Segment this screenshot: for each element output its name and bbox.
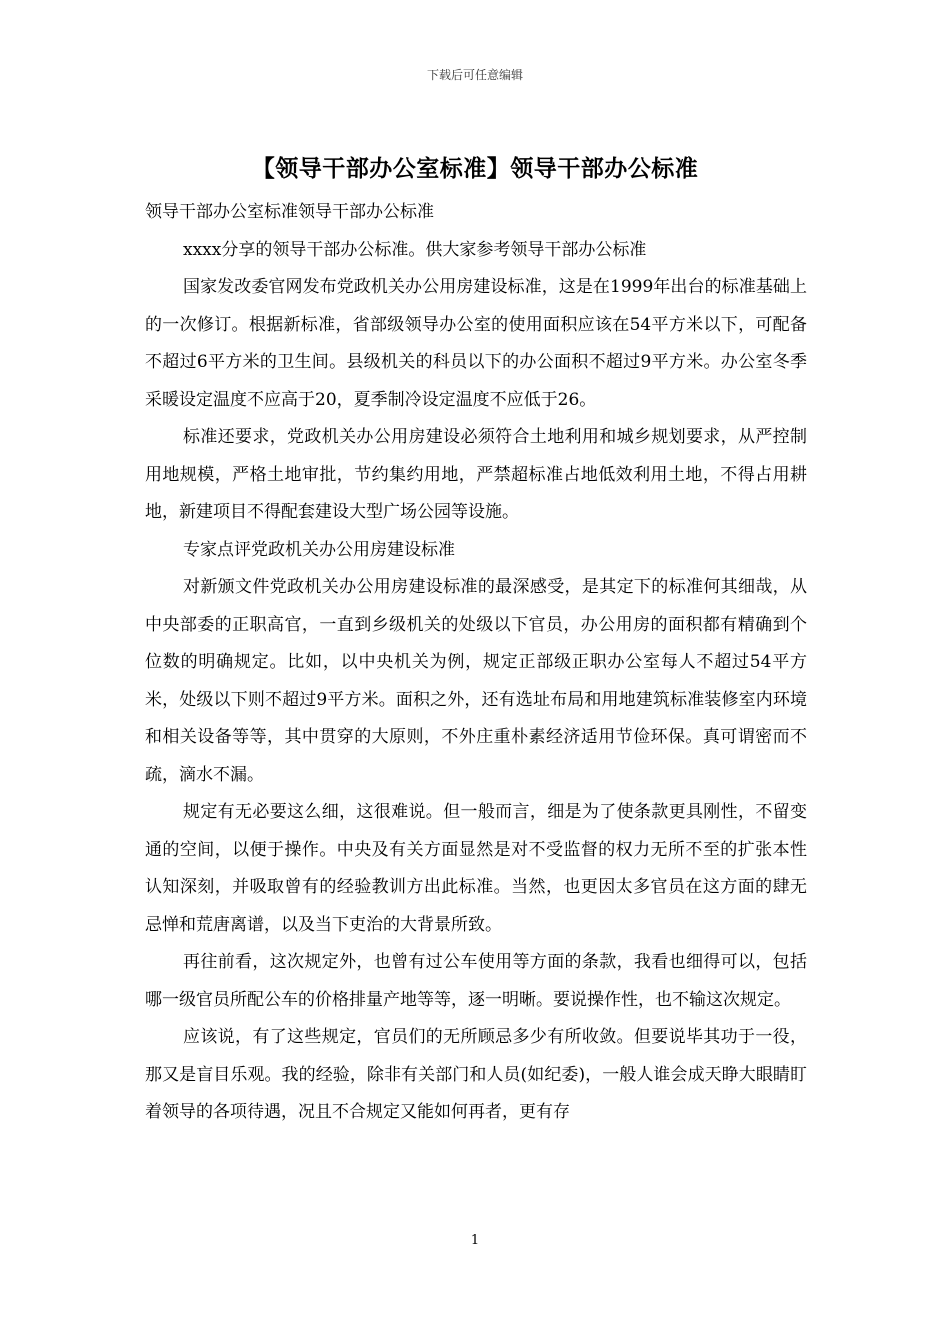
page-number: 1 (470, 1233, 480, 1248)
paragraph: 国家发改委官网发布党政机关办公用房建设标准，这是在1999年出台的标准基础上的一次修订。根据新标准，省部级领导办公室的使用面积应该在54平方米以下，可配备不超过6平方米的卫生间。县级机关的科员以下的办公面积不超过9平方米。办公室冬季采暖设定温度不应高于20，夏季制冷设定温度不应低于26。 (145, 277, 807, 410)
paragraph: 再往前看，这次规定外，也曾有过公车使用等方面的条款，我看也细得可以，包括哪一级官员所配公车的价格排量产地等等，逐一明晰。要说操作性，也不输这次规定。 (145, 952, 807, 1010)
section-heading: 专家点评党政机关办公用房建设标准 (183, 539, 455, 560)
paragraph: 应该说，有了这些规定，官员们的无所顾忌多少有所收敛。但要说毕其功于一役，那又是盲目乐观。我的经验，除非有关部门和人员(如纪委)，一般人谁会成天睁大眼睛盯着领导的各项待遇，况且不合规定又能如何再者，更有存 (145, 1027, 807, 1122)
document-body (145, 194, 807, 1132)
header-note: 下载后可任意编辑 (426, 68, 523, 82)
paragraph: xxxx分享的领导干部办公标准。供大家参考领导干部办公标准 (183, 239, 647, 260)
paragraph: 标准还要求，党政机关办公用房建设必须符合土地利用和城乡规划要求，从严控制用地规模，严格土地审批，节约集约用地，严禁超标准占地低效利用土地，不得占用耕地，新建项目不得配套建设大型广场公园等设施。 (145, 427, 807, 522)
paragraph: 对新颁文件党政机关办公用房建设标准的最深感受，是其定下的标准何其细哉，从中央部委的正职高官，一直到乡级机关的处级以下官员，办公用房的面积都有精确到个位数的明确规定。比如，以中央机关为例，规定正部级正职办公室每人不超过54平方米，处级以下则不超过9平方米。面积之外，还有选址布局和用地建筑标准装修室内环境和相关设备等等，其中贯穿的大原则，不外庄重朴素经济适用节俭环保。真可谓密而不疏，滴水不漏。 (145, 577, 807, 785)
paragraph: 规定有无必要这么细，这很难说。但一般而言，细是为了使条款更具刚性，不留变通的空间，以便于操作。中央及有关方面显然是对不受监督的权力无所不至的扩张本性认知深刻，并吸取曾有的经验教训方出此标准。当然，也更因太多官员在这方面的肆无忌惮和荒唐离谱，以及当下吏治的大背景所致。 (145, 802, 807, 935)
subtitle-line: 领导干部办公室标准领导干部办公标准 (145, 202, 434, 222)
document-title: 【领导干部办公室标准】领导干部办公标准 (251, 156, 699, 182)
